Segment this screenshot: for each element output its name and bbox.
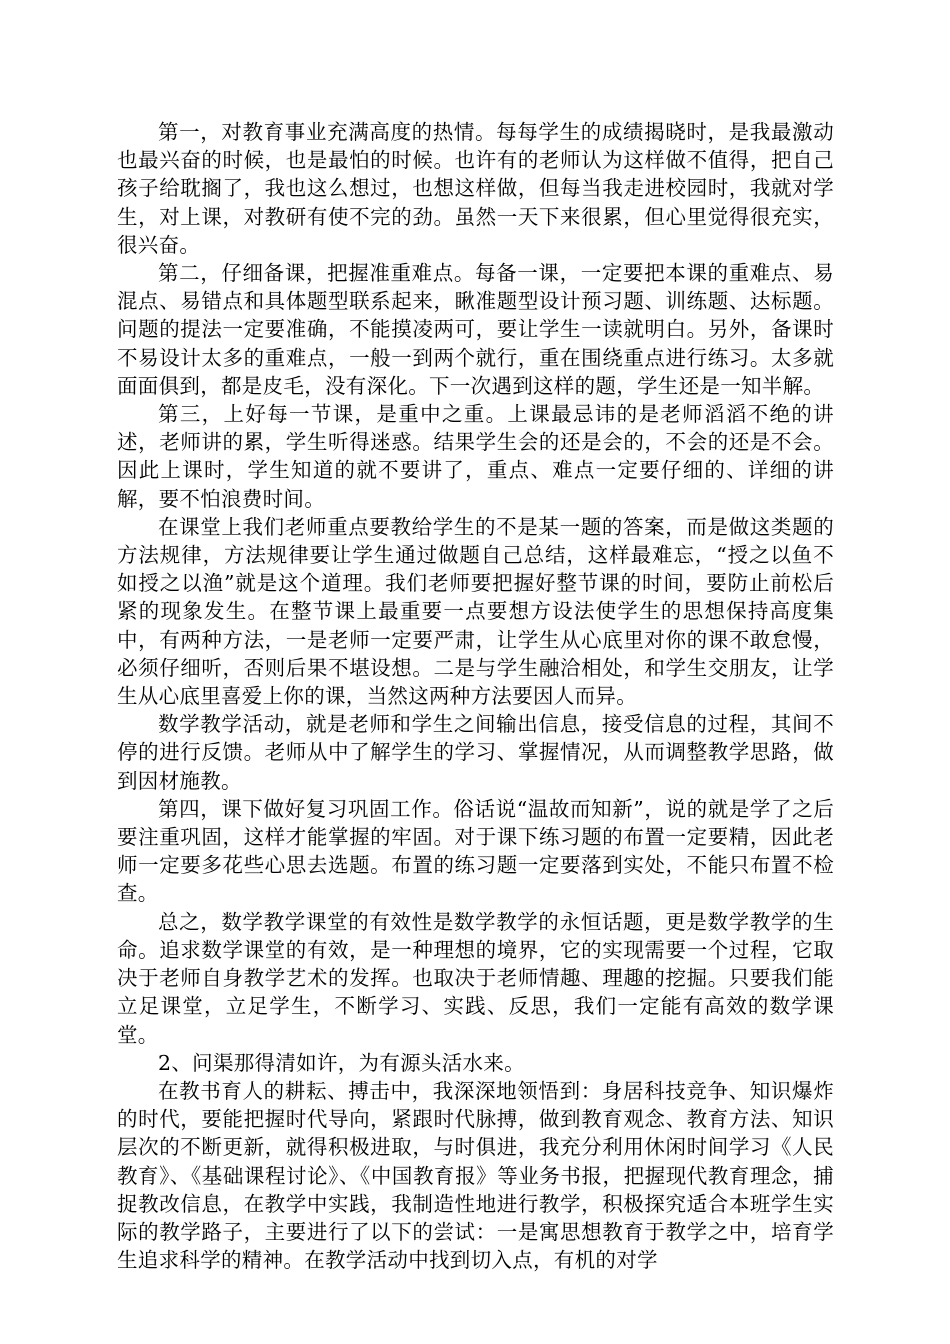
section-heading: 2、问渠那得清如许，为有源头活水来。 xyxy=(158,1050,525,1075)
paragraph-enthusiasm: 第一，对教育事业充满高度的热情。每每学生的成绩揭晓时，是我最激动也最兴奋的时候，也是最怕的时候。也许有的老师认为这样做不值得，把自己孩子给耽搁了，我也这么想过，也想这样做，但每当我走进校园时，我就对学生，对上课，对教研有使不完的劲。虽然一天下来很累，但心里觉得很充实，很兴奋。 xyxy=(117,120,834,257)
paragraph-classroom-method: 在课堂上我们老师重点要教给学生的不是某一题的答案，而是做这类题的方法规律，方法规律要让学生通过做题自己总结，这样最难忘，“授之以鱼不如授之以渔”就是这个道理。我们老师要把握好整节课的时间，要防止前松后紧的现象发生。在整节课上最重要一点要想方设法使学生的思想保持高度集中，有两种方法，一是老师一定要严肃，让学生从心底里对你的课不敢怠慢，必须仔细听，否则后果不堪设想。二是与学生融洽相处，和学生交朋友，让学生从心底里喜爱上你的课，当然这两种方法要因人而异。 xyxy=(117,514,834,709)
paragraph-self-learning: 在教书育人的耕耘、搏击中，我深深地领悟到：身居科技竞争、知识爆炸的时代，要能把握时代导向，紧跟时代脉搏，做到教育观念、教育方法、知识层次的不断更新，就得积极进取，与时俱进，我充分利用休闲时间学习《人民教育》、《基础课程讨论》、《中国教育报》等业务书报，把握现代教育理念，捕捉教改信息，在教学中实践，我制造性地进行教学，积极探究适合本班学生实际的教学路子，主要进行了以下的尝试：一是寓思想教育于教学之中，培育学生追求科学的精神。在教学活动中找到切入点，有机的对学 xyxy=(117,1078,834,1273)
document-page xyxy=(117,118,834,1274)
paragraph-review: 第四，课下做好复习巩固工作。俗话说“温故而知新”，说的就是学了之后要注重巩固，这样才能掌握的牢固。对于课下练习题的布置一定要精，因此老师一定要多花些心思去选题。布置的练习题一定要落到实处，不能只布置不检查。 xyxy=(117,796,834,906)
paragraph-lesson-preparation: 第二，仔细备课，把握准重难点。每备一课，一定要把本课的重难点、易混点、易错点和具体题型联系起来，瞅准题型设计预习题、训练题、达标题。问题的提法一定要准确，不能摸凌两可，要让学生一读就明白。另外，备课时不易设计太多的重难点，一般一到两个就行，重在围绕重点进行练习。太多就面面俱到，都是皮毛，没有深化。下一次遇到这样的题，学生还是一知半解。 xyxy=(117,261,834,398)
paragraph-summary: 总之，数学教学课堂的有效性是数学教学的永恒话题，更是数学教学的生命。追求数学课堂的有效，是一种理想的境界，它的实现需要一个过程，它取决于老师自身教学艺术的发挥。也取决于老师情趣、理趣的挖掘。只要我们能立足课堂，立足学生，不断学习、实践、反思，我们一定能有高效的数学课堂。 xyxy=(117,909,834,1047)
paragraph-feedback: 数学教学活动，就是老师和学生之间输出信息，接受信息的过程，其间不停的进行反馈。老师从中了解学生的学习、掌握情况，从而调整教学思路，做到因材施教。 xyxy=(117,712,834,793)
paragraph-teaching-class: 第三，上好每一节课，是重中之重。上课最忌讳的是老师滔滔不绝的讲述，老师讲的累，学生听得迷惑。结果学生会的还是会的，不会的还是不会。因此上课时，学生知道的就不要讲了，重点、难点一定要仔细的、详细的讲解，要不怕浪费时间。 xyxy=(117,402,834,511)
